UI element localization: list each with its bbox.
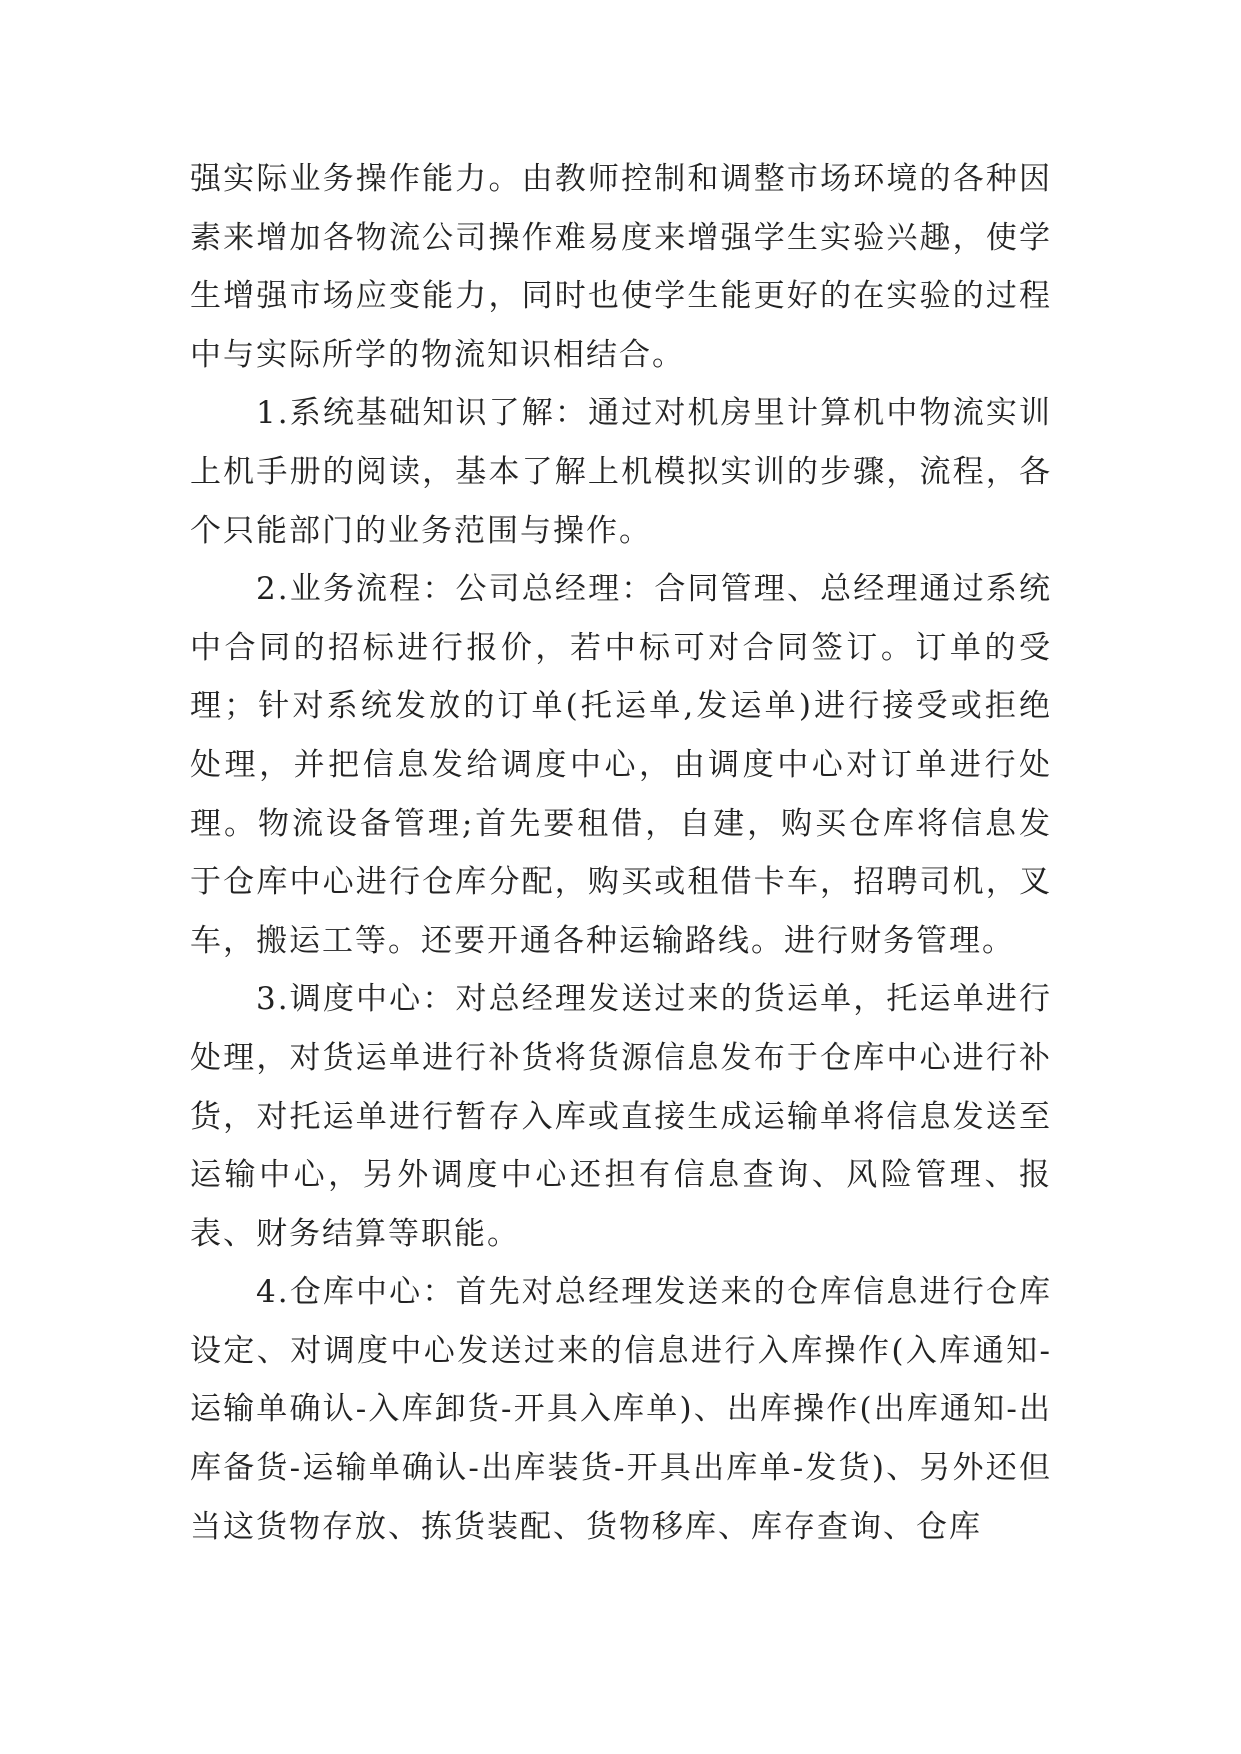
paragraph-intro-continuation: 强实际业务操作能力。由教师控制和调整市场环境的各种因素来增加各物流公司操作难易度来增强学生实验兴趣，使学生增强市场应变能力，同时也使学生能更好的在实验的过程中与实际所学的物流知识相结合。 — [190, 161, 1052, 373]
paragraph-item-1: 1.系统基础知识了解：通过对机房里计算机中物流实训上机手册的阅读，基本了解上机模拟实训的步骤，流程，各个只能部门的业务范围与操作。 — [190, 395, 1052, 549]
paragraph-item-4: 4.仓库中心：首先对总经理发送来的仓库信息进行仓库设定、对调度中心发送过来的信息进行入库操作(入库通知-运输单确认-入库卸货-开具入库单)、出库操作(出库通知-出库备货-运输单确认-出库装货-开具出库单-发货)、另外还但当这货物存放、拣货装配、货物移库、库存查询、仓库 — [190, 1274, 1052, 1545]
body-text — [190, 150, 1052, 1556]
paragraph-item-2: 2.业务流程：公司总经理：合同管理、总经理通过系统中合同的招标进行报价，若中标可对合同签订。订单的受理；针对系统发放的订单(托运单,发运单)进行接受或拒绝处理，并把信息发给调度中心，由调度中心对订单进行处理。物流设备管理;首先要租借，自建，购买仓库将信息发于仓库中心进行仓库分配，购买或租借卡车，招聘司机，叉车，搬运工等。还要开通各种运输路线。进行财务管理。 — [190, 571, 1052, 959]
paragraph-item-3: 3.调度中心：对总经理发送过来的货运单，托运单进行处理，对货运单进行补货将货源信息发布于仓库中心进行补货，对托运单进行暂存入库或直接生成运输单将信息发送至运输中心，另外调度中心还担有信息查询、风险管理、报表、财务结算等职能。 — [190, 981, 1052, 1252]
